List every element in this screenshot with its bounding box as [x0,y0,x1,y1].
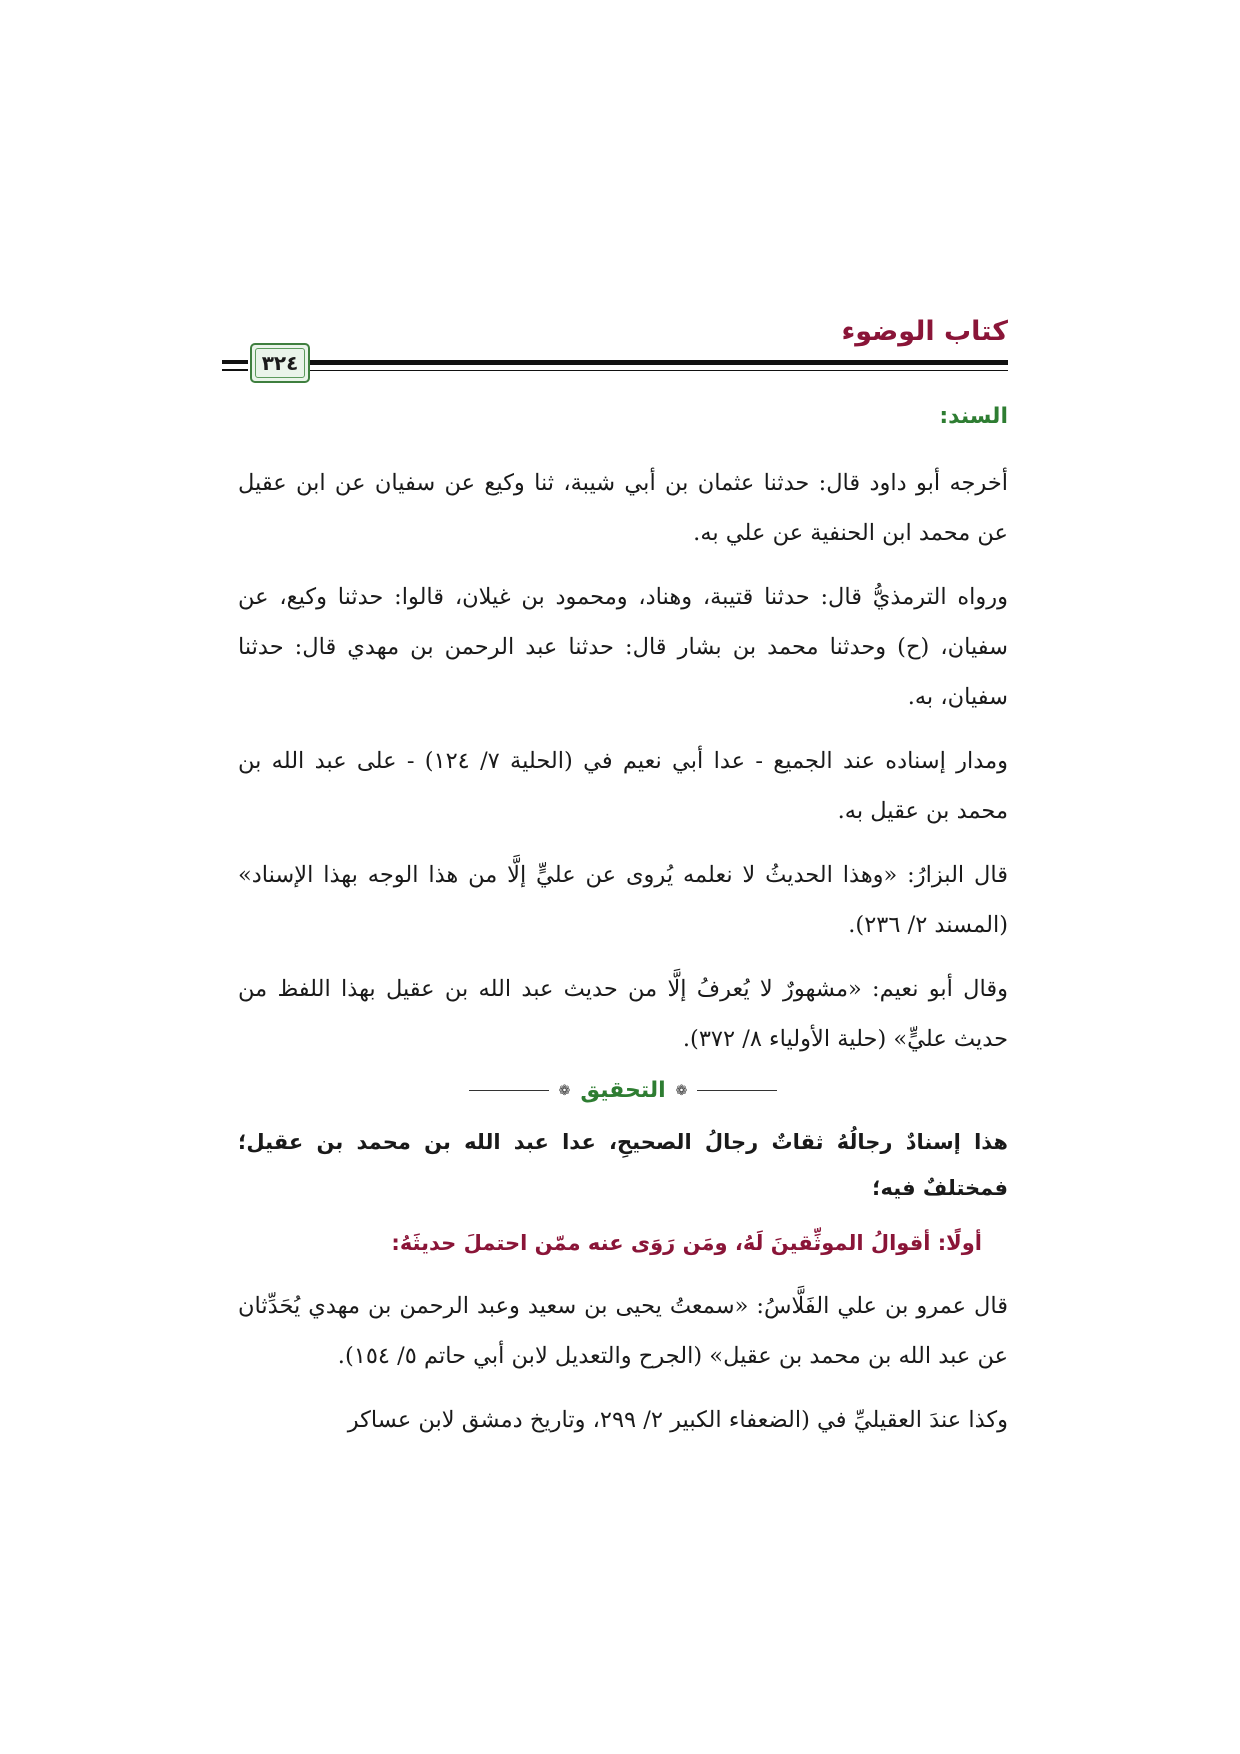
header-rule-left [222,360,248,364]
page-content [238,404,1008,1459]
paragraph: قال البزارُ: «وهذا الحديثُ لا نعلمه يُروى عن عليٍّ إلَّا من هذا الوجه بهذا الإسناد» (المسند ٢/ ٢٣٦). [238,862,1008,939]
book-title: كتاب الوضوء [841,316,1008,347]
header-rule-thin [274,370,1008,371]
ornament-icon: ❁ [558,1082,571,1099]
page-number-badge [250,343,310,383]
header-rule-left-thin [222,369,248,371]
paragraph: أخرجه أبو داود قال: حدثنا عثمان بن أبي شيبة، ثنا وكيع عن سفيان عن ابن عقيل عن محمد ابن الحنفية عن علي به. [238,470,1008,547]
paragraph: وكذا عندَ العقيليِّ في (الضعفاء الكبير ٢/ ٢٩٩، وتاريخ دمشق لابن عساكر [347,1406,1008,1433]
section-divider [238,1078,1008,1103]
page-number: ٣٢٤ [261,351,299,375]
verdict-text: هذا إسنادٌ رجالُهُ ثقاتٌ رجالُ الصحيحِ، عدا عبد الله بن محمد بن عقيل؛ فمختلفٌ فيه؛ [238,1130,1008,1201]
paragraph: وقال أبو نعيم: «مشهورٌ لا يُعرفُ إلَّا من حديث عبد الله بن عقيل بهذا اللفظ من حديث عليٍّ» (حلية الأولياء ٨/ ٣٧٢). [238,976,1008,1053]
ornament-icon: ❁ [675,1082,688,1099]
paragraph: ورواه الترمذيُّ قال: حدثنا قتيبة، وهناد، ومحمود بن غيلان، قالوا: حدثنا وكيع، عن سفيان، (ح) وحدثنا محمد بن بشار قال: حدثنا عبد الرحمن بن مهدي قال: حدثنا سفيان، به. [238,584,1008,711]
paragraph: قال عمرو بن علي الفَلَّاسُ: «سمعتُ يحيى بن سعيد وعبد الرحمن بن مهدي يُحَدِّثان عن عبد الله بن محمد بن عقيل» (الجرح والتعديل لابن أبي حاتم ٥/ ١٥٤). [238,1292,1008,1369]
section-label: السند: [939,404,1008,429]
divider-label: التحقيق [580,1078,666,1104]
document-page [238,0,1008,1754]
divider-line [469,1090,549,1091]
header-rule [274,360,1008,365]
subheading: أولًا: أقوالُ الموثِّقينَ لَهُ، ومَن رَوَى عنه ممّن احتملَ حديثَهُ: [391,1231,982,1256]
divider-line [697,1090,777,1091]
paragraph: ومدار إسناده عند الجميع - عدا أبي نعيم في (الحلية ٧/ ١٢٤) - على عبد الله بن محمد بن عقيل به. [238,748,1008,825]
